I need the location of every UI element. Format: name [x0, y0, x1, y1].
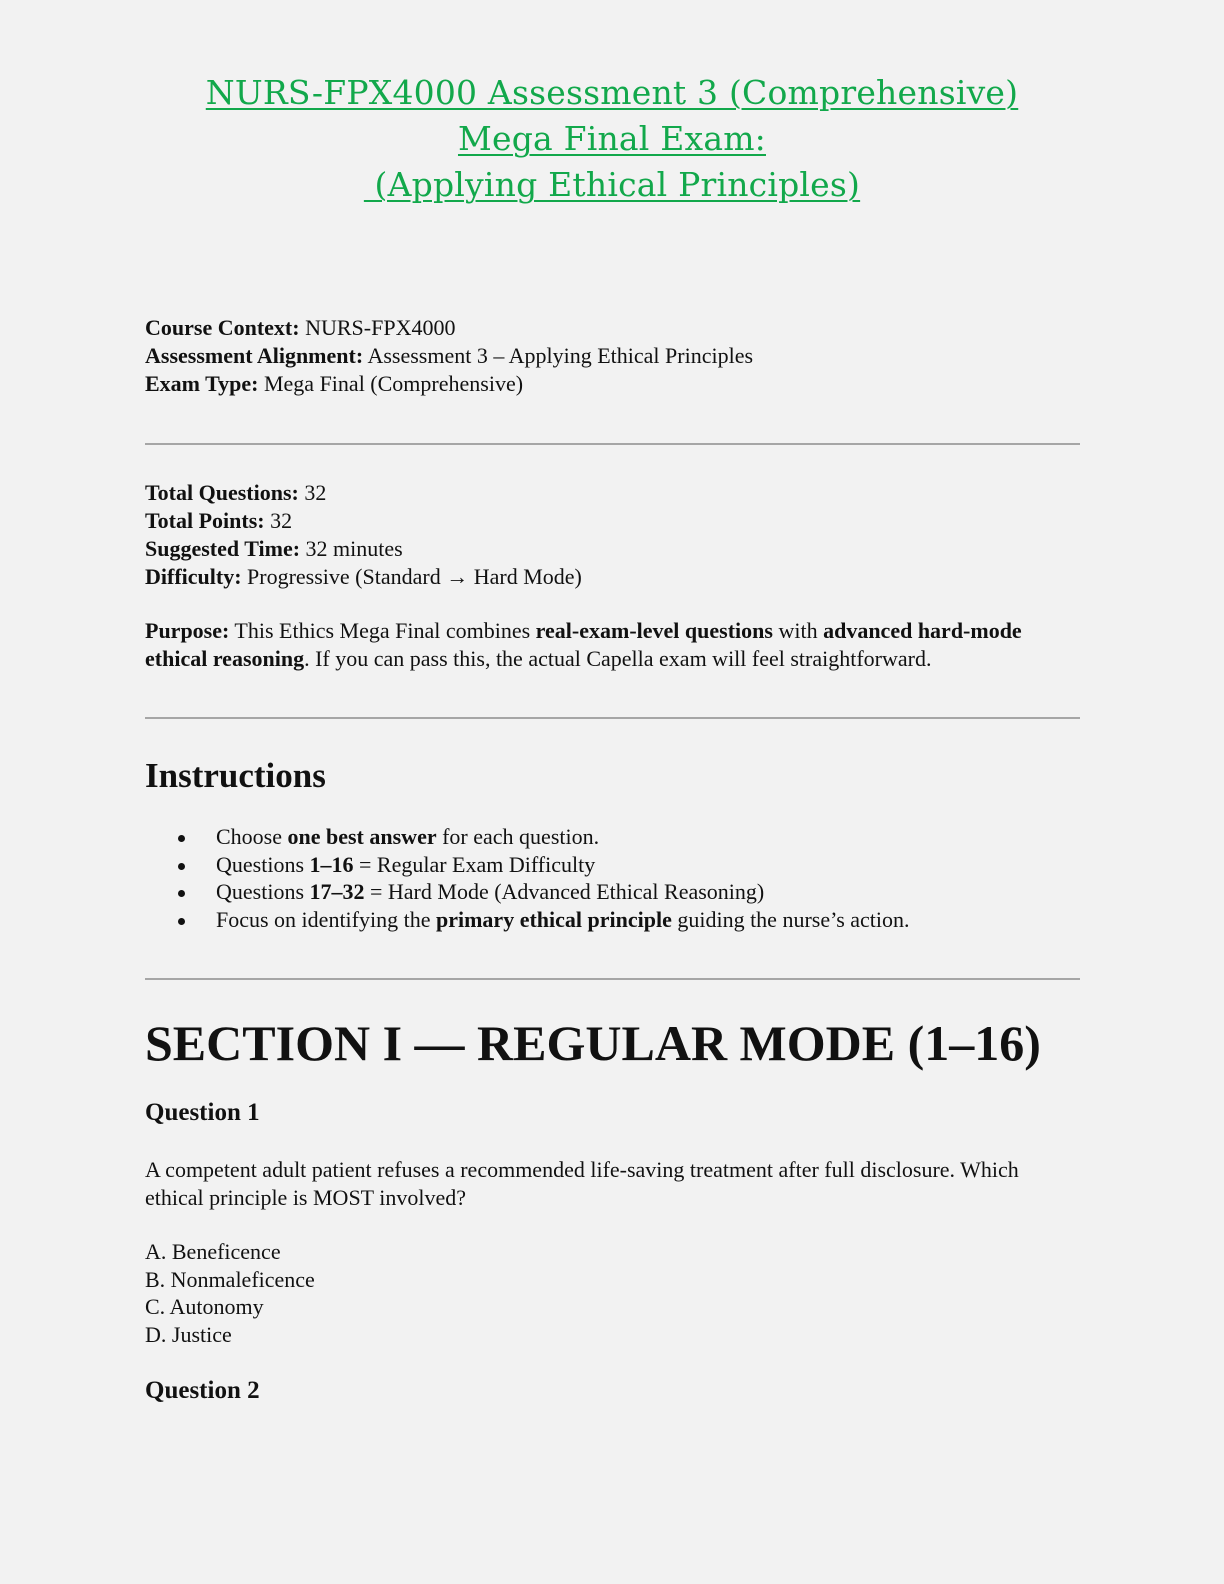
instruction-pre: Questions [216, 879, 310, 904]
purpose-label: Purpose: [145, 618, 230, 643]
question-1-text: A competent adult patient refuses a recommended life-saving treatment after full disclosure. Which ethical principle is MOST involved? [145, 1157, 1019, 1210]
divider [145, 717, 1080, 719]
purpose-bold-1: real-exam-level questions [535, 618, 773, 643]
bullet-icon [178, 863, 185, 870]
instruction-post: = Regular Exam Difficulty [353, 851, 596, 877]
instructions-list [145, 823, 1080, 933]
instruction-bold: 17–32 [309, 879, 365, 904]
answer-option-b: B. Nonmaleficence [145, 1266, 315, 1292]
exam-type-line [145, 370, 1080, 398]
bullet-icon [178, 835, 185, 842]
course-context-label: Course Context: [145, 315, 300, 340]
suggested-time-value: 32 minutes [300, 536, 403, 561]
assessment-alignment-label: Assessment Alignment: [145, 343, 364, 368]
title-line-3: (Applying Ethical Principles) [363, 165, 861, 204]
section-1-header [145, 1015, 1080, 1071]
answer-option-a: A. Beneficence [145, 1239, 281, 1264]
instruction-bold: 1–16 [309, 851, 354, 877]
bullet-icon [178, 918, 185, 925]
answer-option-c: C. Autonomy [145, 1294, 264, 1319]
course-context-value: NURS-FPX4000 [299, 315, 456, 340]
title-line-2: Mega Final Exam: [457, 119, 766, 158]
difficulty-line [145, 563, 1080, 591]
instruction-bold: primary ethical principle [435, 906, 672, 932]
purpose-text-3: . If you can pass this, the actual Capella exam will feel straightforward. [304, 646, 932, 671]
purpose-text-2: with [772, 618, 824, 643]
instructions-section [145, 756, 1080, 796]
exam-type-value: Mega Final (Comprehensive) [258, 371, 524, 396]
total-questions-line [145, 479, 1080, 507]
assessment-alignment-value: Assessment 3 – Applying Ethical Principles [363, 343, 754, 368]
total-questions-value: 32 [298, 480, 327, 505]
purpose-bold-2: advanced hard-mode ethical reasoning [145, 618, 1022, 671]
instruction-post: for each question. [436, 824, 600, 849]
instruction-bold: one best answer [287, 824, 437, 849]
bullet-icon [178, 890, 185, 897]
purpose-paragraph [145, 617, 1080, 673]
instruction-post: guiding the nurse’s action. [671, 906, 910, 932]
question-2-heading: Question 2 [145, 1377, 260, 1404]
list-item [145, 878, 1080, 906]
total-questions-label: Total Questions: [145, 480, 299, 505]
list-item [145, 906, 1080, 934]
course-info [145, 314, 1080, 398]
question-1-heading: Question 1 [145, 1099, 260, 1126]
divider [145, 978, 1080, 980]
instructions-list-wrap [145, 823, 1080, 933]
question-2 [145, 1376, 1080, 1406]
question-1-options [145, 1238, 1080, 1348]
difficulty-label: Difficulty: [145, 564, 242, 589]
section-1-heading: SECTION I — REGULAR MODE (1–16) [145, 1015, 1041, 1071]
instruction-pre: Questions [216, 851, 310, 877]
answer-option-d: D. Justice [145, 1321, 232, 1347]
purpose-text-1: This Ethics Mega Final combines [229, 618, 536, 643]
divider [145, 443, 1080, 445]
title-line-1: NURS-FPX4000 Assessment 3 (Comprehensive) [205, 73, 1019, 112]
course-context-line [145, 314, 1080, 342]
total-points-line [145, 507, 1080, 535]
total-points-value: 32 [264, 508, 293, 533]
suggested-time-label: Suggested Time: [145, 536, 301, 561]
list-item [145, 851, 1080, 879]
list-item [145, 823, 1080, 851]
exam-type-label: Exam Type: [145, 371, 259, 396]
instruction-pre: Choose [216, 824, 288, 849]
exam-stats [145, 479, 1080, 591]
document-title [0, 70, 1224, 208]
instruction-pre: Focus on identifying the [216, 906, 436, 932]
difficulty-value: Progressive (Standard → Hard Mode) [241, 564, 582, 589]
question-1 [145, 1098, 1080, 1128]
instruction-post: = Hard Mode (Advanced Ethical Reasoning) [364, 879, 765, 904]
total-points-label: Total Points: [145, 508, 265, 533]
suggested-time-line [145, 535, 1080, 563]
instructions-heading: Instructions [145, 756, 326, 795]
assessment-alignment-line [145, 342, 1080, 370]
